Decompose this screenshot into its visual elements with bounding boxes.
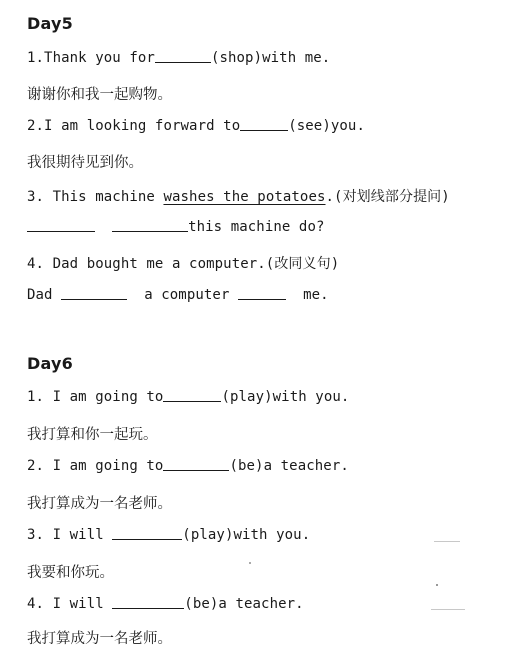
day5-question-3: [27, 186, 450, 206]
answer-blank[interactable]: [155, 61, 211, 63]
day6-heading: Day6: [27, 354, 73, 373]
answer-blank[interactable]: [163, 469, 229, 471]
q-text: 1. I am going to: [27, 389, 164, 405]
answer-blank[interactable]: [112, 538, 182, 540]
day6-question-2-translation: 我打算成为一名老师。: [27, 496, 172, 512]
answer-blank[interactable]: [27, 230, 95, 232]
q-text: 2. I am going to: [27, 458, 164, 474]
scan-mark: [434, 541, 460, 542]
day5-question-4-answer: [27, 287, 329, 303]
scan-dot: [249, 562, 251, 564]
day5-question-1-translation: 谢谢你和我一起购物。: [27, 87, 172, 103]
underlined-phrase: washes the potatoes: [163, 189, 326, 205]
q-text: me.: [303, 287, 329, 303]
day5-question-2-translation: 我很期待见到你。: [27, 155, 143, 171]
q-text: 1.Thank you for: [27, 50, 155, 66]
day6-question-4-translation: 我打算成为一名老师。: [27, 631, 172, 647]
q-text: 3. I will: [27, 527, 113, 543]
answer-blank[interactable]: [240, 129, 288, 131]
q-text: 4. I will: [27, 596, 113, 612]
day5-question-2: [27, 118, 365, 134]
answer-blank[interactable]: [112, 607, 184, 609]
q-text: Dad: [27, 287, 53, 303]
answer-blank[interactable]: [112, 230, 188, 232]
day6-question-2: [27, 458, 349, 474]
q-text: (be)a teacher.: [184, 596, 304, 612]
day6-question-4: [27, 596, 304, 612]
answer-blank[interactable]: [163, 400, 221, 402]
scan-dot: [436, 584, 438, 586]
day6-question-3-translation: 我要和你玩。: [27, 565, 114, 581]
day6-question-1-translation: 我打算和你一起玩。: [27, 427, 158, 443]
day6-question-1: [27, 389, 349, 405]
answer-blank[interactable]: [238, 298, 286, 300]
day5-question-4: 4. Dad bought me a computer.(改同义句): [27, 256, 340, 272]
answer-blank[interactable]: [61, 298, 127, 300]
q-text: this machine do?: [188, 219, 325, 235]
q-text: (play)with you.: [221, 389, 350, 405]
q-text: a computer: [144, 287, 230, 303]
q-text: 3. This machine: [27, 189, 164, 205]
day5-question-1: [27, 50, 330, 66]
q-text: (be)a teacher.: [229, 458, 349, 474]
q-text: 2.I am looking forward to: [27, 118, 241, 134]
scan-mark: [431, 609, 465, 610]
day5-heading: Day5: [27, 14, 73, 33]
q-text: (shop)with me.: [210, 50, 331, 66]
q-text: .(对划线部分提问): [325, 189, 450, 205]
q-text: (see)you.: [288, 118, 365, 134]
q-text: (play)with you.: [182, 527, 311, 543]
day5-question-3-answer: [27, 219, 325, 235]
day6-question-3: [27, 527, 310, 543]
